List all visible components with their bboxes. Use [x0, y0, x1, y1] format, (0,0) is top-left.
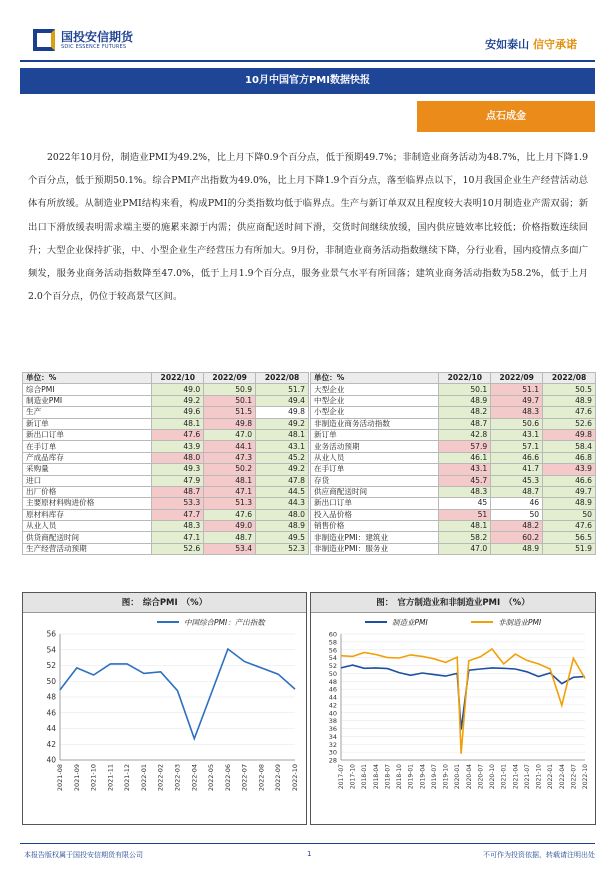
row-value: 51.3 [204, 498, 256, 509]
table-row [311, 543, 596, 554]
row-value: 53.3 [152, 498, 204, 509]
table-header-col3: 2022/08 [256, 373, 309, 384]
row-value: 48.1 [152, 418, 204, 429]
table-row [23, 452, 309, 463]
row-value: 48.1 [439, 521, 491, 532]
table-row [311, 441, 596, 452]
row-value: 48.2 [439, 407, 491, 418]
legend-label: 制造业PMI [392, 618, 428, 627]
row-label: 出厂价格 [23, 486, 152, 497]
series-line-0 [341, 665, 585, 730]
y-tick-label: 48 [46, 692, 56, 702]
row-label: 销售价格 [311, 521, 439, 532]
row-label: 在手订单 [311, 464, 439, 475]
row-value: 47.9 [152, 475, 204, 486]
row-value: 47.3 [204, 452, 256, 463]
composite-pmi-chart [22, 592, 307, 825]
logo-mark-icon [33, 29, 55, 51]
row-value: 42.8 [439, 429, 491, 440]
series-line-0 [60, 649, 295, 739]
logo-text-en: SDIC ESSENCE FUTURES [61, 44, 127, 50]
row-label: 从业人员 [23, 521, 152, 532]
row-value: 50.9 [204, 384, 256, 395]
x-tick-label: 2018-07 [384, 764, 392, 790]
x-tick-label: 2019-10 [442, 764, 450, 790]
row-label: 生产 [23, 407, 152, 418]
row-value: 49.5 [256, 532, 309, 543]
row-label: 非制造业PMI：服务业 [311, 543, 439, 554]
logo-text-cn: 国投安信期货 [61, 30, 134, 44]
row-value: 48.7 [204, 532, 256, 543]
official-pmi-svg [311, 614, 595, 825]
row-value: 43.9 [543, 464, 596, 475]
x-tick-label: 2019-04 [419, 764, 427, 790]
slogan [485, 36, 577, 52]
y-tick-label: 56 [328, 646, 337, 655]
table-row [311, 532, 596, 543]
x-tick-label: 2022-10 [291, 764, 299, 792]
row-label: 业务活动预期 [311, 441, 439, 452]
row-label: 非制造业商务活动指数 [311, 418, 439, 429]
row-value: 45.2 [256, 452, 309, 463]
table-row [23, 521, 309, 532]
x-tick-label: 2021-10 [89, 764, 98, 792]
y-tick-label: 58 [328, 638, 337, 647]
table-header-col2: 2022/09 [491, 373, 543, 384]
y-tick-label: 42 [46, 739, 56, 749]
row-value: 44.3 [256, 498, 309, 509]
table-row [311, 429, 596, 440]
row-value: 43.9 [152, 441, 204, 452]
y-tick-label: 38 [328, 717, 337, 726]
x-tick-label: 2022-04 [558, 764, 566, 790]
row-value: 53.4 [204, 543, 256, 554]
y-tick-label: 40 [46, 755, 56, 765]
row-label: 供应商配送时间 [311, 486, 439, 497]
table-row [311, 486, 596, 497]
row-value: 52.3 [256, 543, 309, 554]
y-tick-label: 46 [328, 685, 337, 694]
x-tick-label: 2021-10 [535, 764, 543, 790]
row-value: 48.3 [439, 486, 491, 497]
pmi-table-left [22, 372, 309, 555]
row-label: 在手订单 [23, 441, 152, 452]
row-label: 综合PMI [23, 384, 152, 395]
row-value: 48.9 [543, 395, 596, 406]
row-value: 52.6 [543, 418, 596, 429]
x-tick-label: 2019-01 [407, 764, 415, 790]
row-value: 41.7 [491, 464, 543, 475]
row-value: 50.2 [204, 464, 256, 475]
table-header-unit: 单位：% [23, 373, 152, 384]
row-label: 原材料库存 [23, 509, 152, 520]
x-tick-label: 2022-08 [257, 764, 266, 792]
table-header-col1: 2022/10 [439, 373, 491, 384]
row-value: 47.6 [152, 429, 204, 440]
table-header-col1: 2022/10 [152, 373, 204, 384]
x-tick-label: 2022-01 [547, 764, 555, 790]
row-value: 47.6 [543, 407, 596, 418]
x-tick-label: 2022-02 [156, 764, 165, 792]
row-value: 47.7 [152, 509, 204, 520]
x-tick-label: 2019-07 [430, 764, 438, 790]
row-value: 48.0 [256, 509, 309, 520]
row-value: 45.3 [491, 475, 543, 486]
table-header-row [311, 373, 596, 384]
table-header-col3: 2022/08 [543, 373, 596, 384]
row-value: 48.7 [439, 418, 491, 429]
row-value: 48.9 [491, 543, 543, 554]
official-pmi-chart [310, 592, 596, 825]
table-row [23, 464, 309, 475]
row-value: 50.5 [543, 384, 596, 395]
table-row [311, 407, 596, 418]
chart-title: 图： 综合PMI （%） [23, 593, 306, 613]
table-header-row [23, 373, 309, 384]
table-row [311, 384, 596, 395]
y-tick-label: 54 [46, 645, 56, 655]
x-tick-label: 2021-01 [500, 764, 508, 790]
x-tick-label: 2022-04 [190, 764, 199, 792]
table-row [23, 532, 309, 543]
row-value: 50.1 [204, 395, 256, 406]
x-tick-label: 2020-01 [454, 764, 462, 790]
x-tick-label: 2018-01 [361, 764, 369, 790]
table-row [23, 475, 309, 486]
header-divider [20, 60, 595, 62]
row-value: 48.3 [152, 521, 204, 532]
table-row [23, 441, 309, 452]
row-value: 50.1 [439, 384, 491, 395]
x-tick-label: 2022-03 [173, 764, 182, 792]
row-value: 46.8 [543, 452, 596, 463]
series-line-1 [341, 649, 585, 754]
table-row [23, 429, 309, 440]
y-tick-label: 42 [328, 701, 337, 710]
table-row [23, 418, 309, 429]
row-value: 50 [491, 509, 543, 520]
row-value: 48.9 [439, 395, 491, 406]
x-tick-label: 2021-07 [523, 764, 531, 790]
pmi-table-right [310, 372, 596, 555]
row-value: 47.0 [204, 429, 256, 440]
table-header-col2: 2022/09 [204, 373, 256, 384]
table-row [23, 498, 309, 509]
row-value: 52.6 [152, 543, 204, 554]
row-label: 存货 [311, 475, 439, 486]
row-value: 48.9 [543, 498, 596, 509]
x-tick-label: 2020-07 [477, 764, 485, 790]
y-tick-label: 30 [328, 748, 337, 757]
footer-disclaimer: 不可作为投资依据，转载请注明出处 [483, 851, 595, 859]
table-row [311, 475, 596, 486]
x-tick-label: 2022-05 [207, 764, 216, 792]
table-row [311, 418, 596, 429]
footer-divider [20, 843, 595, 844]
table-row [311, 464, 596, 475]
row-value: 48.7 [152, 486, 204, 497]
row-value: 48.9 [256, 521, 309, 532]
row-value: 49.2 [256, 418, 309, 429]
row-label: 采购量 [23, 464, 152, 475]
report-title: 10月中国官方PMI数据快报 [20, 68, 595, 94]
column-tag: 点石成金 [417, 101, 595, 132]
row-value: 49.2 [256, 464, 309, 475]
row-value: 48.1 [256, 429, 309, 440]
row-value: 49.6 [152, 407, 204, 418]
y-tick-label: 44 [328, 693, 337, 702]
row-label: 进口 [23, 475, 152, 486]
x-tick-label: 2022-09 [274, 764, 283, 792]
row-label: 新订单 [23, 418, 152, 429]
row-value: 44.1 [204, 441, 256, 452]
row-value: 43.1 [491, 429, 543, 440]
row-label: 制造业PMI [23, 395, 152, 406]
slogan-part-b: 信守承诺 [533, 38, 577, 51]
x-tick-label: 2020-10 [489, 764, 497, 790]
row-label: 中型企业 [311, 395, 439, 406]
y-tick-label: 28 [328, 756, 337, 765]
row-value: 56.5 [543, 532, 596, 543]
row-value: 49.0 [152, 384, 204, 395]
row-value: 51.9 [543, 543, 596, 554]
x-tick-label: 2018-04 [372, 764, 380, 790]
page-number: 1 [307, 850, 312, 858]
y-tick-label: 44 [46, 724, 56, 733]
y-tick-label: 36 [328, 725, 337, 733]
row-value: 58.2 [439, 532, 491, 543]
row-value: 51.5 [204, 407, 256, 418]
table-row [311, 452, 596, 463]
row-value: 50 [543, 509, 596, 520]
x-tick-label: 2021-04 [512, 764, 520, 790]
chart-title: 图： 官方制造业和非制造业PMI （%） [311, 593, 595, 613]
row-value: 49.8 [543, 429, 596, 440]
y-tick-label: 60 [328, 630, 337, 639]
x-tick-label: 2021-08 [56, 764, 64, 792]
row-value: 57.9 [439, 441, 491, 452]
y-tick-label: 56 [46, 629, 56, 639]
row-label: 从业人员 [311, 452, 439, 463]
y-tick-label: 40 [328, 709, 337, 718]
x-tick-label: 2017-07 [338, 764, 345, 790]
row-value: 57.1 [491, 441, 543, 452]
row-label: 大型企业 [311, 384, 439, 395]
row-value: 46 [491, 498, 543, 509]
x-tick-label: 2022-07 [570, 764, 578, 790]
table-row [23, 395, 309, 406]
table-row [23, 384, 309, 395]
row-value: 48.1 [204, 475, 256, 486]
row-value: 45.7 [439, 475, 491, 486]
x-tick-label: 2022-07 [240, 764, 249, 792]
table-row [311, 509, 596, 520]
row-value: 46.6 [543, 475, 596, 486]
row-label: 新订单 [311, 429, 439, 440]
row-value: 47.0 [439, 543, 491, 554]
row-value: 49.8 [256, 407, 309, 418]
y-tick-label: 52 [46, 661, 56, 670]
y-tick-label: 34 [328, 732, 337, 741]
row-value: 45 [439, 498, 491, 509]
row-value: 51.1 [491, 384, 543, 395]
row-label: 新出口订单 [23, 429, 152, 440]
row-value: 49.3 [152, 464, 204, 475]
row-value: 50.6 [491, 418, 543, 429]
x-tick-label: 2021-11 [106, 764, 115, 792]
row-value: 51 [439, 509, 491, 520]
row-value: 49.7 [543, 486, 596, 497]
row-value: 48.2 [491, 521, 543, 532]
row-value: 48.0 [152, 452, 204, 463]
composite-pmi-svg [23, 614, 306, 825]
x-tick-label: 2022-06 [223, 764, 232, 792]
row-value: 43.1 [256, 441, 309, 452]
row-value: 46.6 [491, 452, 543, 463]
row-label: 供货商配送时间 [23, 532, 152, 543]
y-tick-label: 46 [46, 708, 56, 718]
row-label: 新出口订单 [311, 498, 439, 509]
table-row [23, 509, 309, 520]
table-row [311, 498, 596, 509]
x-tick-label: 2021-12 [123, 764, 132, 792]
legend-label: 中国综合PMI：产出指数 [184, 618, 265, 627]
row-value: 44.5 [256, 486, 309, 497]
row-value: 48.7 [491, 486, 543, 497]
slogan-part-a: 安如泰山 [485, 38, 530, 51]
row-label: 主要原材料购进价格 [23, 498, 152, 509]
row-value: 49.2 [152, 395, 204, 406]
y-tick-label: 50 [328, 669, 337, 678]
table-row [23, 486, 309, 497]
row-value: 51.7 [256, 384, 309, 395]
table-row [23, 543, 309, 554]
x-tick-label: 2018-10 [396, 764, 404, 790]
row-value: 49.0 [204, 521, 256, 532]
x-tick-label: 2022-01 [139, 764, 148, 792]
row-value: 46.1 [439, 452, 491, 463]
summary-paragraph: 2022年10月份，制造业PMI为49.2%，比上月下降0.9个百分点，低于预期49.7%；非制造业商务活动为48.7%，比上月下降1.9个百分点，低于预期50.1%。综合PMI产出指数为49.0%，比上月下降1.9个百分点，落至临界点以下，10月我国企业生产经营活动总体有所放缓。从制造业PMI结构来看，构成PMI的分类指数均低于临界点。生产与新订单双双且程度较大表明10月制造业产需双弱；新出口下滑放缓表明需求端主要的施累来源于内需；供应商配送时间下滑，交货时间继续放缓，国内供应链效率比较低；价格指数连续回升；大型企业保持扩张，中、小型企业生产经营压力有所加大。9月份，非制造业商务活动指数继续下降，分行业看，国内疫情点多面广频发，服务业商务活动指数降至47.0%，低于上月1.9个百分点，服务业景气水平有所回落；建筑业商务活动指数为58.2%，低于上月2.0个百分点，仍位于较高景气区间。 [28, 152, 588, 303]
row-value: 49.7 [491, 395, 543, 406]
y-tick-label: 48 [328, 677, 337, 686]
row-value: 47.1 [152, 532, 204, 543]
row-value: 48.3 [491, 407, 543, 418]
y-tick-label: 54 [328, 654, 337, 663]
table-row [23, 407, 309, 418]
row-value: 43.1 [439, 464, 491, 475]
row-value: 49.4 [256, 395, 309, 406]
legend-label: 非制造业PMI [498, 618, 542, 627]
x-tick-label: 2021-09 [72, 764, 81, 792]
row-label: 产成品库存 [23, 452, 152, 463]
row-value: 49.8 [204, 418, 256, 429]
y-tick-label: 50 [46, 676, 56, 686]
footer-copyright: 本报告版权属于国投安信期货有限公司 [24, 851, 143, 859]
table-header-unit: 单位：% [311, 373, 439, 384]
row-value: 60.2 [491, 532, 543, 543]
row-value: 47.8 [256, 475, 309, 486]
x-tick-label: 2017-10 [349, 764, 357, 790]
row-label: 非制造业PMI：建筑业 [311, 532, 439, 543]
y-tick-label: 32 [328, 740, 337, 749]
row-value: 47.6 [543, 521, 596, 532]
row-value: 58.4 [543, 441, 596, 452]
row-value: 47.1 [204, 486, 256, 497]
row-label: 生产经营活动预期 [23, 543, 152, 554]
x-tick-label: 2022-10 [582, 764, 589, 790]
y-tick-label: 52 [328, 662, 337, 670]
table-row [311, 395, 596, 406]
row-label: 小型企业 [311, 407, 439, 418]
row-label: 投入品价格 [311, 509, 439, 520]
table-row [311, 521, 596, 532]
row-value: 47.6 [204, 509, 256, 520]
x-tick-label: 2020-04 [465, 764, 473, 790]
company-logo [33, 28, 178, 56]
